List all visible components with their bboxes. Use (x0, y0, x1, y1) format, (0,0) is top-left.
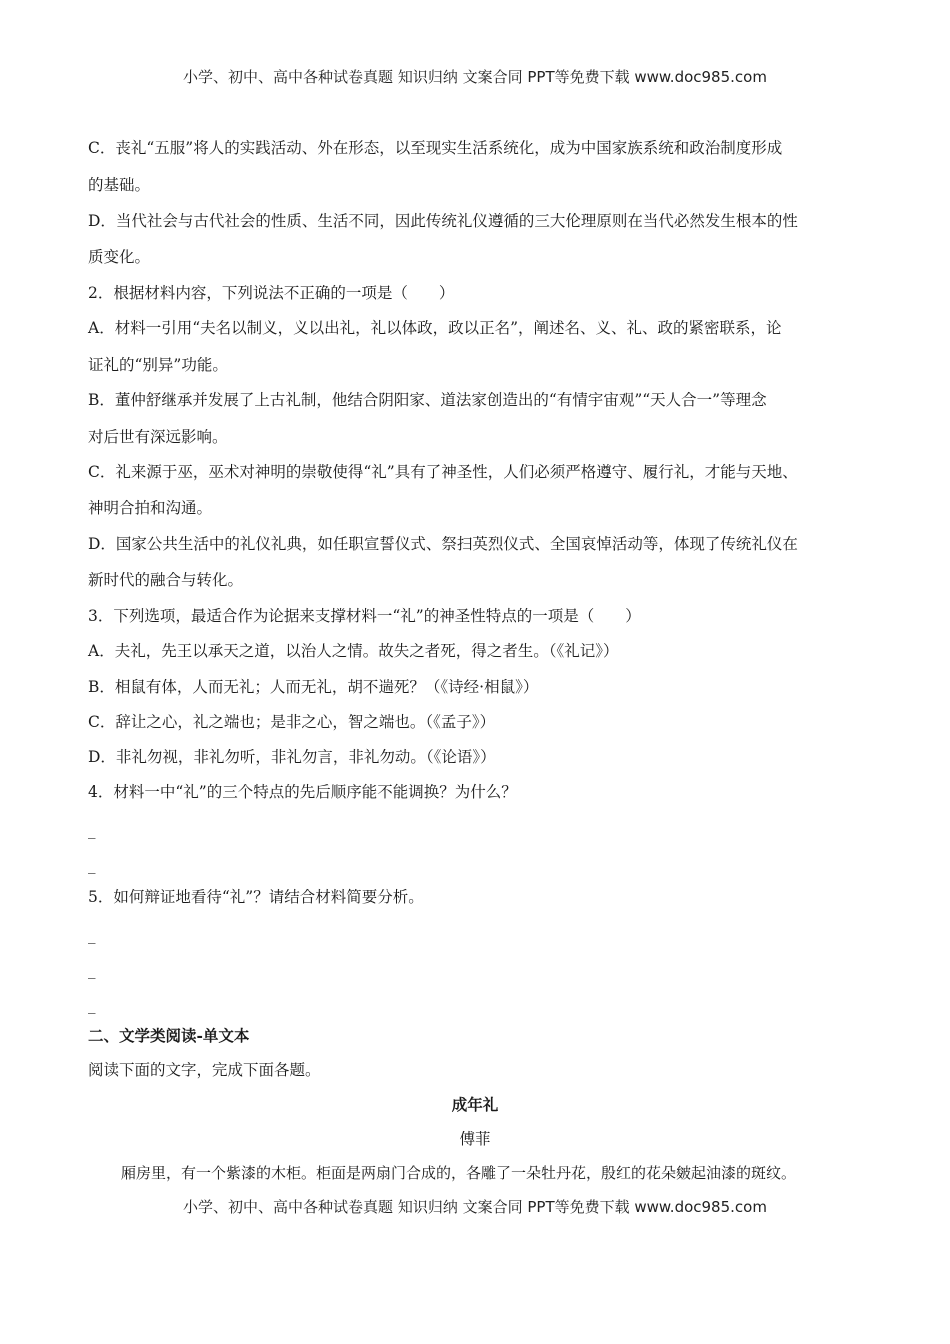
q3-option-a: A．夫礼，先王以承天之道，以治人之情。故失之者死，得之者生。（《礼记》） (88, 642, 619, 660)
q2-option-c-line2: 神明合拍和沟通。 (88, 499, 213, 517)
article-first-line: 厢房里，有一个紫漆的木柜。柜面是两扇门合成的，各雕了一朵牡丹花，殷红的花朵皴起油漆的斑纹。 (121, 1164, 797, 1182)
q2-option-a-line1: A．材料一引用“夫名以制义，义以出礼，礼以体政，政以正名”，阐述名、义、礼、政的紧密联系，论 (88, 319, 782, 337)
q2-option-a-line2: 证礼的“别异”功能。 (88, 356, 228, 374)
q5-stem: 5．如何辩证地看待“礼”？请结合材料简要分析。 (88, 888, 424, 906)
q2-option-b-line2: 对后世有深远影响。 (88, 428, 228, 446)
article-author: 傅菲 (459, 1130, 491, 1148)
answer-blank: _ (88, 856, 96, 874)
q2-stem: 2．根据材料内容，下列说法不正确的一项是（ ） (88, 284, 455, 302)
q2-option-b-line1: B．董仲舒继承并发展了上古礼制，他结合阴阳家、道法家创造出的“有情宇宙观”“天人合一”等理念 (88, 391, 767, 409)
section-heading: 二、文学类阅读-单文本 (88, 1026, 250, 1045)
page-footer: 小学、初中、高中各种试卷真题 知识归纳 文案合同 PPT等免费下载 www.doc985.com (183, 1198, 767, 1216)
q3-stem: 3．下列选项，最适合作为论据来支撑材料一“礼”的神圣性特点的一项是（ ） (88, 607, 641, 625)
section-instruction: 阅读下面的文字，完成下面各题。 (88, 1061, 321, 1079)
page-header: 小学、初中、高中各种试卷真题 知识归纳 文案合同 PPT等免费下载 www.doc985.com (183, 68, 767, 86)
answer-blank: _ (88, 996, 96, 1014)
q1-option-d-line1: D．当代社会与古代社会的性质、生活不同，因此传统礼仪遵循的三大伦理原则在当代必然发生根本的性 (88, 212, 798, 230)
q1-option-d-line2: 质变化。 (88, 248, 151, 266)
q3-option-c: C．辞让之心，礼之端也；是非之心，智之端也。（《孟子》） (88, 713, 496, 731)
q3-option-d: D．非礼勿视，非礼勿听，非礼勿言，非礼勿动。（《论语》） (88, 748, 496, 766)
q1-option-c-line1: C．丧礼“五服”将人的实践活动、外在形态，以至现实生活系统化，成为中国家族系统和政治制度形成 (88, 139, 783, 157)
q2-option-d-line1: D．国家公共生活中的礼仪礼典，如任职宣誓仪式、祭扫英烈仪式、全国哀悼活动等，体现了传统礼仪在 (88, 535, 798, 553)
q1-option-c-line2: 的基础。 (88, 176, 151, 194)
q2-option-c-line1: C．礼来源于巫，巫术对神明的崇敬使得“礼”具有了神圣性，人们必须严格遵守、履行礼，才能与天地、 (88, 463, 798, 481)
answer-blank: _ (88, 821, 96, 839)
q3-option-b: B．相鼠有体，人而无礼；人而无礼，胡不遄死？（《诗经·相鼠》） (88, 678, 539, 696)
answer-blank: _ (88, 961, 96, 979)
article-title: 成年礼 (451, 1095, 499, 1114)
q2-option-d-line2: 新时代的融合与转化。 (88, 571, 244, 589)
q4-stem: 4．材料一中“礼”的三个特点的先后顺序能不能调换？为什么？ (88, 783, 517, 801)
answer-blank: _ (88, 926, 96, 944)
